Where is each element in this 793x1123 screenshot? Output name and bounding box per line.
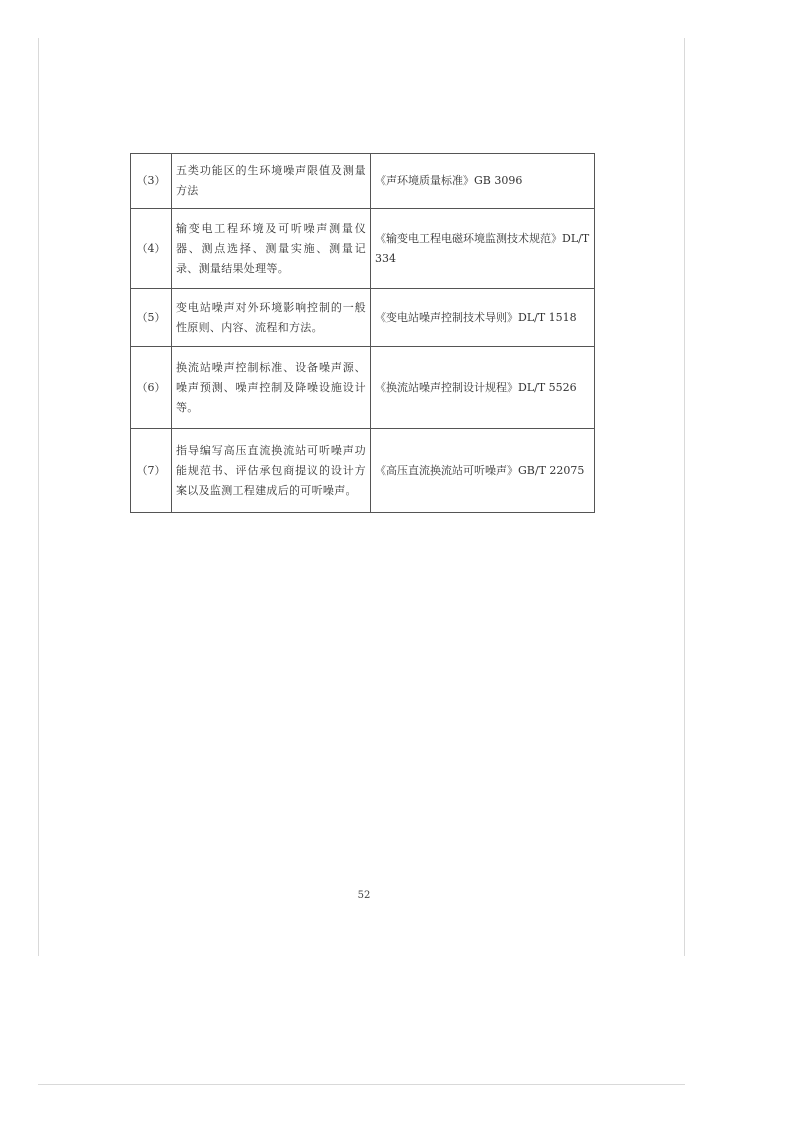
table-row — [131, 154, 595, 209]
row-description: 指导编写高压直流换流站可听噪声功能规范书、评估承包商提议的设计方案以及监测工程建成后的可听噪声。 — [172, 429, 371, 513]
row-standard: 《声环境质量标准》GB 3096 — [371, 154, 595, 209]
row-description: 换流站噪声控制标准、设备噪声源、噪声预测、噪声控制及降噪设施设计等。 — [172, 347, 371, 429]
row-standard: 《换流站噪声控制设计规程》DL/T 5526 — [371, 347, 595, 429]
row-standard: 《输变电工程电磁环境监测技术规范》DL/T 334 — [371, 209, 595, 289]
row-number: （3） — [131, 154, 172, 209]
table-row — [131, 429, 595, 513]
page-bottom-border — [38, 1084, 685, 1085]
row-standard: 《高压直流换流站可听噪声》GB/T 22075 — [371, 429, 595, 513]
table-row — [131, 347, 595, 429]
table-row — [131, 289, 595, 347]
page-number: 52 — [357, 890, 371, 901]
row-standard: 《变电站噪声控制技术导则》DL/T 1518 — [371, 289, 595, 347]
row-number: （7） — [131, 429, 172, 513]
row-number: （4） — [131, 209, 172, 289]
page-right-border — [684, 38, 685, 956]
row-description: 输变电工程环境及可听噪声测量仪器、测点选择、测量实施、测量记录、测量结果处理等。 — [172, 209, 371, 289]
standards-table — [130, 153, 595, 513]
row-description: 变电站噪声对外环境影响控制的一般性原则、内容、流程和方法。 — [172, 289, 371, 347]
row-number: （6） — [131, 347, 172, 429]
row-description: 五类功能区的生环境噪声限值及测量方法 — [172, 154, 371, 209]
table-row — [131, 209, 595, 289]
row-number: （5） — [131, 289, 172, 347]
page-left-border — [38, 38, 39, 956]
